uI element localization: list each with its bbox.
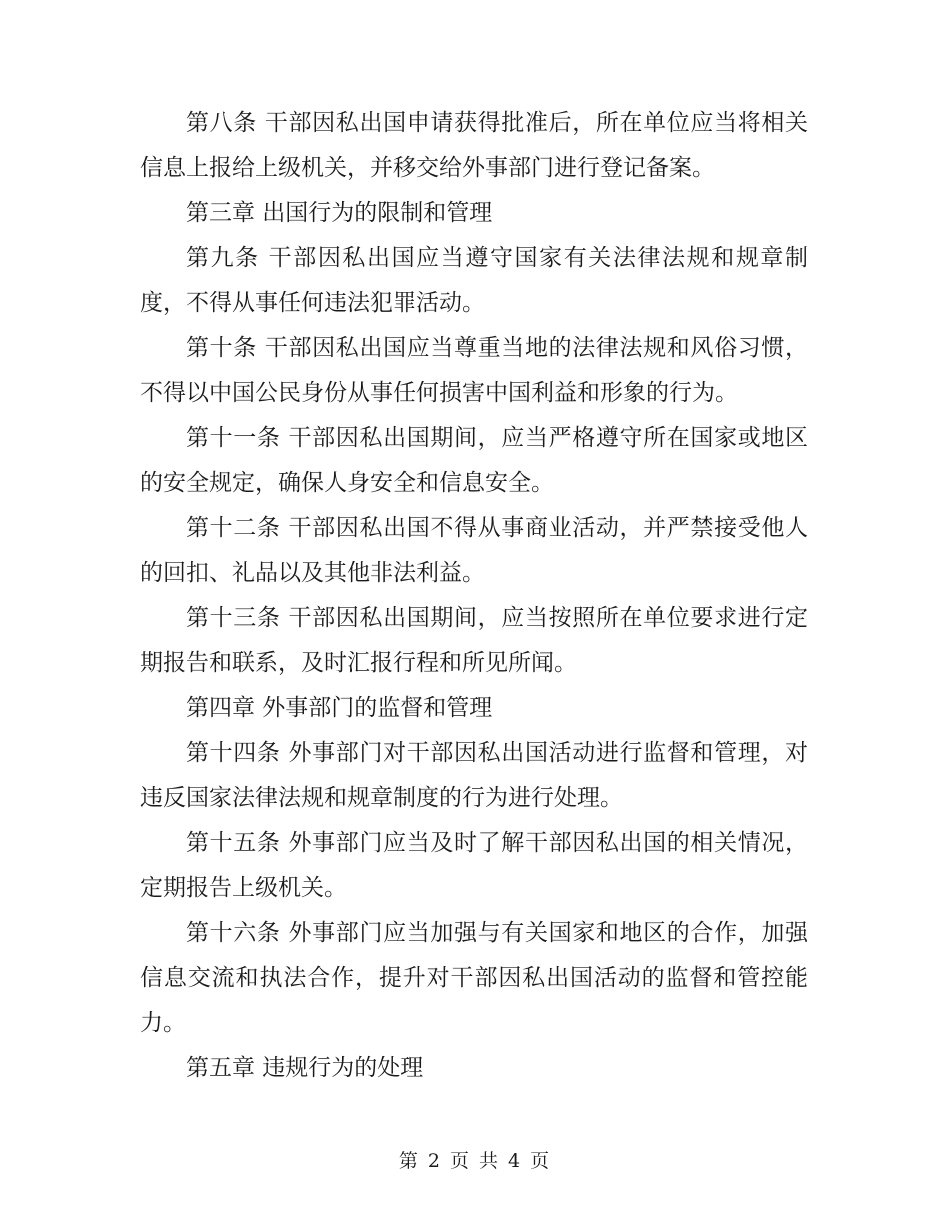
article-12: 第十二条 干部因私出国不得从事商业活动，并严禁接受他人的回扣、礼品以及其他非法利益。 xyxy=(140,515,808,586)
document-body xyxy=(140,101,808,1091)
article-15: 第十五条 外事部门应当及时了解干部因私出国的相关情况，定期报告上级机关。 xyxy=(140,830,808,901)
article-13: 第十三条 干部因私出国期间，应当按照所在单位要求进行定期报告和联系，及时汇报行程和所见所闻。 xyxy=(140,605,808,676)
chapter-4-heading: 第四章 外事部门的监督和管理 xyxy=(186,695,493,721)
article-11: 第十一条 干部因私出国期间，应当严格遵守所在国家或地区的安全规定，确保人身安全和信息安全。 xyxy=(140,425,808,496)
article-10: 第十条 干部因私出国应当尊重当地的法律法规和风俗习惯，不得以中国公民身份从事任何损害中国利益和形象的行为。 xyxy=(140,335,808,406)
page-number: 第 2 页 共 4 页 xyxy=(398,1150,552,1172)
article-8: 第八条 干部因私出国申请获得批准后，所在单位应当将相关信息上报给上级机关，并移交给外事部门进行登记备案。 xyxy=(140,110,808,181)
article-14: 第十四条 外事部门对干部因私出国活动进行监督和管理，对违反国家法律法规和规章制度的行为进行处理。 xyxy=(140,740,808,811)
chapter-3-heading: 第三章 出国行为的限制和管理 xyxy=(186,200,493,226)
article-16: 第十六条 外事部门应当加强与有关国家和地区的合作，加强信息交流和执法合作，提升对干部因私出国活动的监督和管控能力。 xyxy=(140,920,808,1036)
article-9: 第九条 干部因私出国应当遵守国家有关法律法规和规章制度，不得从事任何违法犯罪活动。 xyxy=(140,245,808,316)
chapter-5-heading: 第五章 违规行为的处理 xyxy=(186,1055,424,1081)
